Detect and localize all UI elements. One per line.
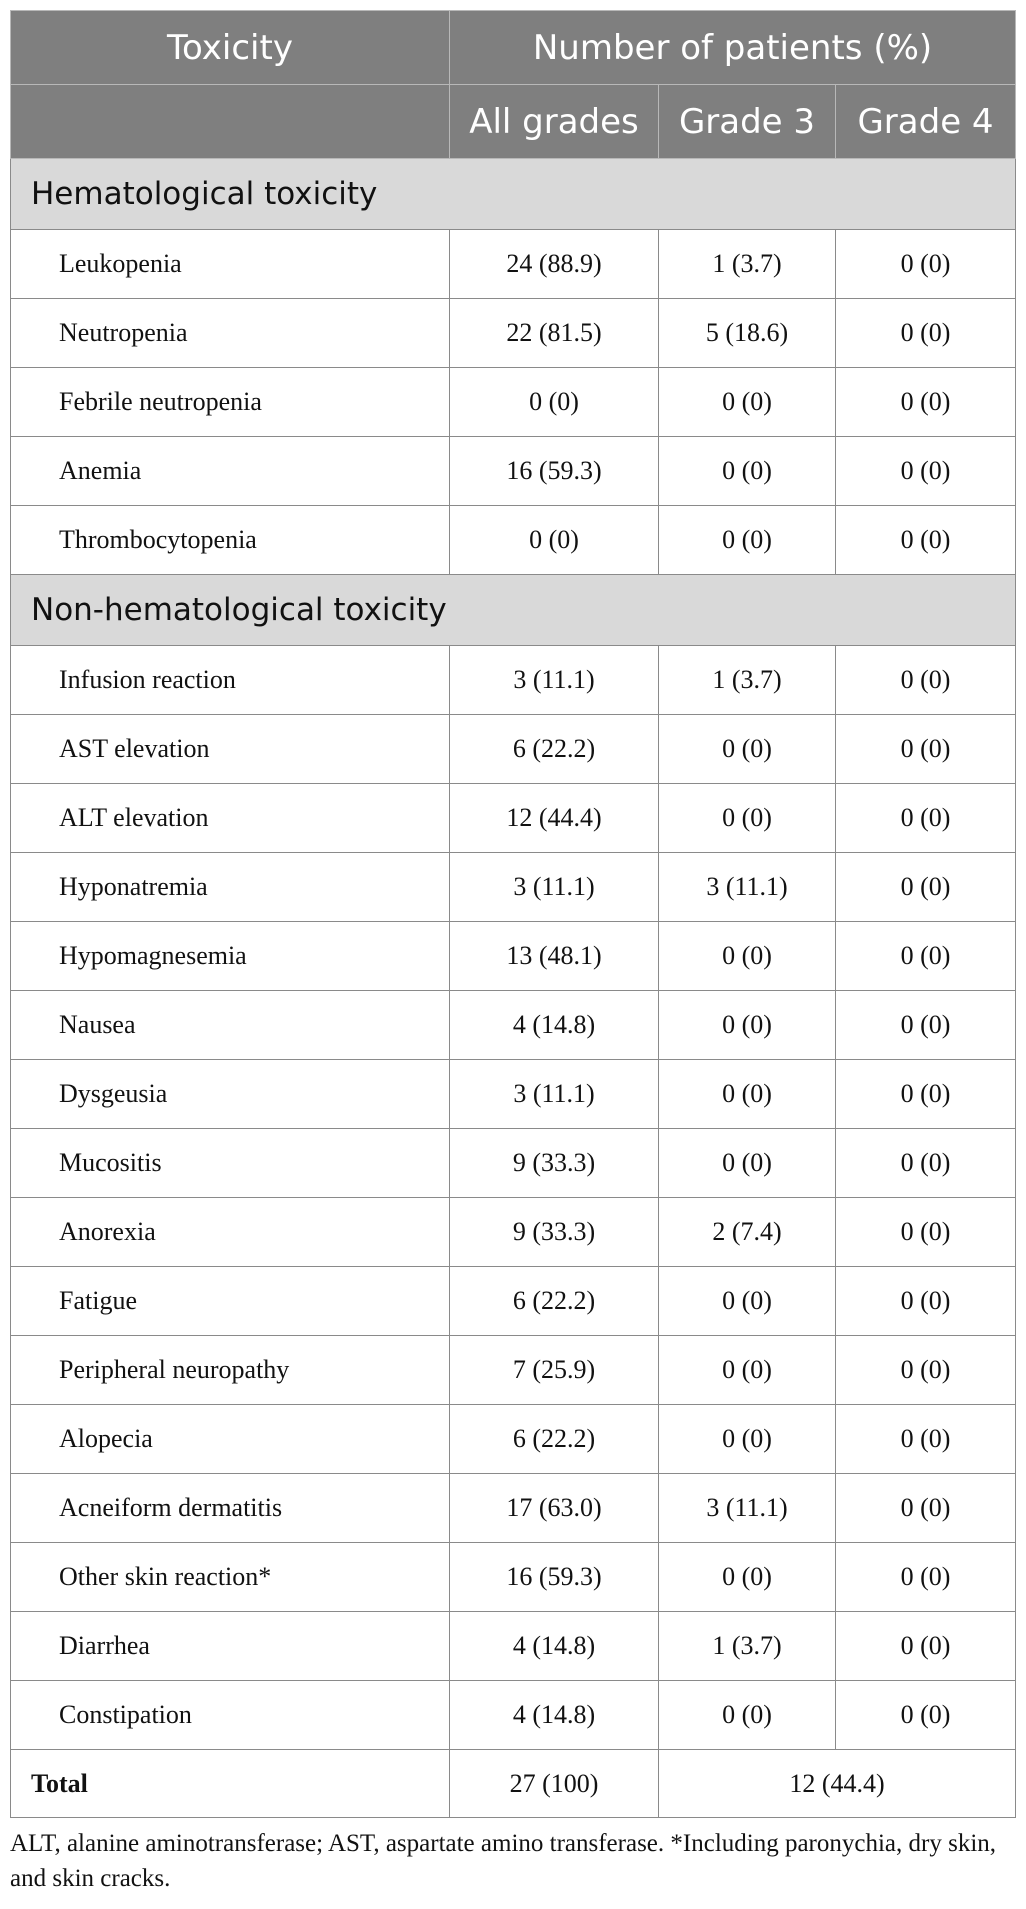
all-grades-value: 6 (22.2) — [450, 1405, 659, 1474]
table-row — [11, 1129, 1016, 1198]
table-body — [11, 159, 1016, 1818]
toxicity-label: Mucositis — [11, 1129, 450, 1198]
toxicity-table — [10, 10, 1016, 1818]
total-label: Total — [11, 1750, 450, 1818]
grade-3-value: 1 (3.7) — [659, 230, 836, 299]
table-row — [11, 1060, 1016, 1129]
grade-3-value: 3 (11.1) — [659, 853, 836, 922]
grade-4-value: 0 (0) — [836, 853, 1016, 922]
toxicity-label: Fatigue — [11, 1267, 450, 1336]
toxicity-label: Anemia — [11, 437, 450, 506]
grade-3-value: 0 (0) — [659, 1129, 836, 1198]
grade-4-value: 0 (0) — [836, 1612, 1016, 1681]
header-grade-3: Grade 3 — [659, 85, 836, 159]
grade-4-value: 0 (0) — [836, 368, 1016, 437]
section-header-row — [11, 575, 1016, 646]
grade-4-value: 0 (0) — [836, 1198, 1016, 1267]
grade-4-value: 0 (0) — [836, 299, 1016, 368]
header-toxicity-blank — [11, 85, 450, 159]
grade-3-value: 0 (0) — [659, 1405, 836, 1474]
grade-4-value: 0 (0) — [836, 1681, 1016, 1750]
grade-3-value: 5 (18.6) — [659, 299, 836, 368]
toxicity-label: Dysgeusia — [11, 1060, 450, 1129]
grade-3-value: 0 (0) — [659, 1681, 836, 1750]
all-grades-value: 12 (44.4) — [450, 784, 659, 853]
table-row — [11, 1543, 1016, 1612]
table-row — [11, 437, 1016, 506]
grade-4-value: 0 (0) — [836, 1474, 1016, 1543]
toxicity-label: Hypomagnesemia — [11, 922, 450, 991]
grade-4-value: 0 (0) — [836, 922, 1016, 991]
section-title: Non-hematological toxicity — [11, 575, 1016, 646]
header-toxicity: Toxicity — [11, 11, 450, 85]
all-grades-value: 16 (59.3) — [450, 1543, 659, 1612]
toxicity-label: Diarrhea — [11, 1612, 450, 1681]
table-header — [11, 11, 1016, 159]
grade-3-value: 0 (0) — [659, 715, 836, 784]
toxicity-label: Infusion reaction — [11, 646, 450, 715]
header-all-grades: All grades — [450, 85, 659, 159]
total-grade-3-4: 12 (44.4) — [659, 1750, 1016, 1818]
total-row — [11, 1750, 1016, 1818]
header-grade-4: Grade 4 — [836, 85, 1016, 159]
grade-4-value: 0 (0) — [836, 1405, 1016, 1474]
all-grades-value: 3 (11.1) — [450, 646, 659, 715]
table-row — [11, 1681, 1016, 1750]
table-row — [11, 1474, 1016, 1543]
grade-3-value: 0 (0) — [659, 368, 836, 437]
toxicity-label: Hyponatremia — [11, 853, 450, 922]
grade-3-value: 0 (0) — [659, 506, 836, 575]
table-row — [11, 1267, 1016, 1336]
grade-3-value: 0 (0) — [659, 1060, 836, 1129]
all-grades-value: 13 (48.1) — [450, 922, 659, 991]
all-grades-value: 22 (81.5) — [450, 299, 659, 368]
grade-3-value: 0 (0) — [659, 1267, 836, 1336]
table-row — [11, 299, 1016, 368]
table-row — [11, 991, 1016, 1060]
all-grades-value: 6 (22.2) — [450, 715, 659, 784]
toxicity-label: Other skin reaction* — [11, 1543, 450, 1612]
all-grades-value: 6 (22.2) — [450, 1267, 659, 1336]
grade-4-value: 0 (0) — [836, 784, 1016, 853]
table-row — [11, 230, 1016, 299]
grade-4-value: 0 (0) — [836, 1129, 1016, 1198]
grade-4-value: 0 (0) — [836, 1543, 1016, 1612]
table-row — [11, 715, 1016, 784]
toxicity-label: Peripheral neuropathy — [11, 1336, 450, 1405]
grade-3-value: 1 (3.7) — [659, 646, 836, 715]
grade-4-value: 0 (0) — [836, 230, 1016, 299]
grade-3-value: 2 (7.4) — [659, 1198, 836, 1267]
table-row — [11, 1612, 1016, 1681]
all-grades-value: 4 (14.8) — [450, 1612, 659, 1681]
total-all-grades: 27 (100) — [450, 1750, 659, 1818]
toxicity-label: Neutropenia — [11, 299, 450, 368]
table-row — [11, 784, 1016, 853]
toxicity-label: Thrombocytopenia — [11, 506, 450, 575]
grade-3-value: 0 (0) — [659, 1543, 836, 1612]
grade-3-value: 1 (3.7) — [659, 1612, 836, 1681]
all-grades-value: 9 (33.3) — [450, 1129, 659, 1198]
all-grades-value: 16 (59.3) — [450, 437, 659, 506]
all-grades-value: 9 (33.3) — [450, 1198, 659, 1267]
all-grades-value: 3 (11.1) — [450, 853, 659, 922]
table-row — [11, 368, 1016, 437]
toxicity-label: Leukopenia — [11, 230, 450, 299]
grade-4-value: 0 (0) — [836, 437, 1016, 506]
table-row — [11, 646, 1016, 715]
table-row — [11, 1405, 1016, 1474]
all-grades-value: 4 (14.8) — [450, 991, 659, 1060]
table-row — [11, 922, 1016, 991]
grade-3-value: 3 (11.1) — [659, 1474, 836, 1543]
grade-3-value: 0 (0) — [659, 1336, 836, 1405]
toxicity-label: Alopecia — [11, 1405, 450, 1474]
all-grades-value: 24 (88.9) — [450, 230, 659, 299]
toxicity-label: ALT elevation — [11, 784, 450, 853]
toxicity-label: Acneiform dermatitis — [11, 1474, 450, 1543]
grade-4-value: 0 (0) — [836, 715, 1016, 784]
all-grades-value: 0 (0) — [450, 368, 659, 437]
grade-3-value: 0 (0) — [659, 784, 836, 853]
all-grades-value: 3 (11.1) — [450, 1060, 659, 1129]
all-grades-value: 4 (14.8) — [450, 1681, 659, 1750]
table-row — [11, 1336, 1016, 1405]
grade-4-value: 0 (0) — [836, 506, 1016, 575]
table-footnote: ALT, alanine aminotransferase; AST, aspartate amino transferase. *Including paronychia, dry skin, and skin cracks. — [10, 1830, 997, 1892]
table-row — [11, 1198, 1016, 1267]
grade-3-value: 0 (0) — [659, 922, 836, 991]
grade-3-value: 0 (0) — [659, 437, 836, 506]
table-row — [11, 506, 1016, 575]
grade-4-value: 0 (0) — [836, 1060, 1016, 1129]
toxicity-label: Nausea — [11, 991, 450, 1060]
section-header-row — [11, 159, 1016, 230]
all-grades-value: 0 (0) — [450, 506, 659, 575]
all-grades-value: 7 (25.9) — [450, 1336, 659, 1405]
grade-4-value: 0 (0) — [836, 1336, 1016, 1405]
toxicity-label: Anorexia — [11, 1198, 450, 1267]
grade-4-value: 0 (0) — [836, 646, 1016, 715]
grade-4-value: 0 (0) — [836, 1267, 1016, 1336]
grade-3-value: 0 (0) — [659, 991, 836, 1060]
toxicity-label: AST elevation — [11, 715, 450, 784]
all-grades-value: 17 (63.0) — [450, 1474, 659, 1543]
grade-4-value: 0 (0) — [836, 991, 1016, 1060]
table-row — [11, 853, 1016, 922]
toxicity-label: Febrile neutropenia — [11, 368, 450, 437]
section-title: Hematological toxicity — [11, 159, 1016, 230]
header-number-of-patients: Number of patients (%) — [450, 11, 1016, 85]
toxicity-label: Constipation — [11, 1681, 450, 1750]
